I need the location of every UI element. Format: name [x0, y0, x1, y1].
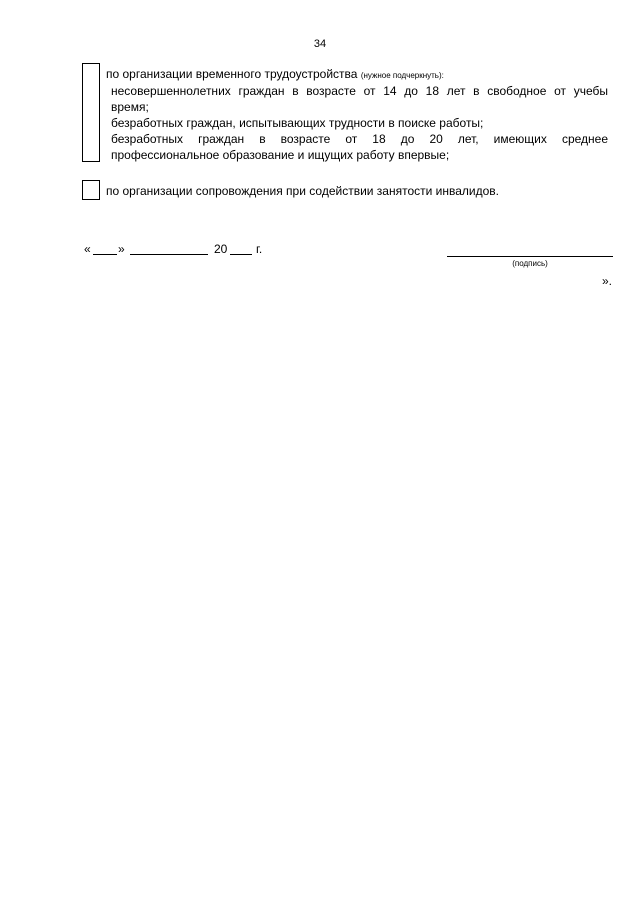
temp-employment-heading-text: по организации временного трудоустройства	[106, 67, 358, 81]
disability-support-label: по организации сопровождения при содействии занятости инвалидов.	[106, 184, 500, 198]
date-day-field[interactable]	[93, 254, 117, 255]
date-year-suffix: г.	[256, 242, 263, 256]
date-month-field[interactable]	[130, 254, 208, 255]
temp-employment-heading	[106, 66, 444, 84]
option-young-line1: безработных граждан в возрасте от 18 до 20 лет, имеющих среднее	[111, 132, 608, 146]
option-unemployed-difficulty: безработных граждан, испытывающих трудности в поиске работы;	[111, 116, 484, 130]
signature-field[interactable]	[447, 256, 613, 257]
date-year-field[interactable]	[230, 254, 252, 255]
option-minors-line1: несовершеннолетних граждан в возрасте от 14 до 18 лет в свободное от учебы	[111, 84, 608, 98]
option-young-line2: профессиональное образование и ищущих работу впервые;	[111, 148, 450, 162]
closing-quote: ».	[602, 274, 613, 288]
disability-support-checkbox[interactable]	[82, 180, 100, 200]
underline-note: (нужное подчеркнуть):	[360, 71, 444, 80]
signature-label: (подпись)	[512, 259, 548, 268]
date-close-quote: »	[118, 242, 125, 256]
date-year-prefix: 20	[214, 242, 228, 256]
page-number: 34	[313, 38, 327, 50]
option-minors-line2: время;	[111, 100, 149, 114]
date-open-quote: «	[84, 242, 91, 256]
temp-employment-checkbox[interactable]	[82, 63, 100, 162]
